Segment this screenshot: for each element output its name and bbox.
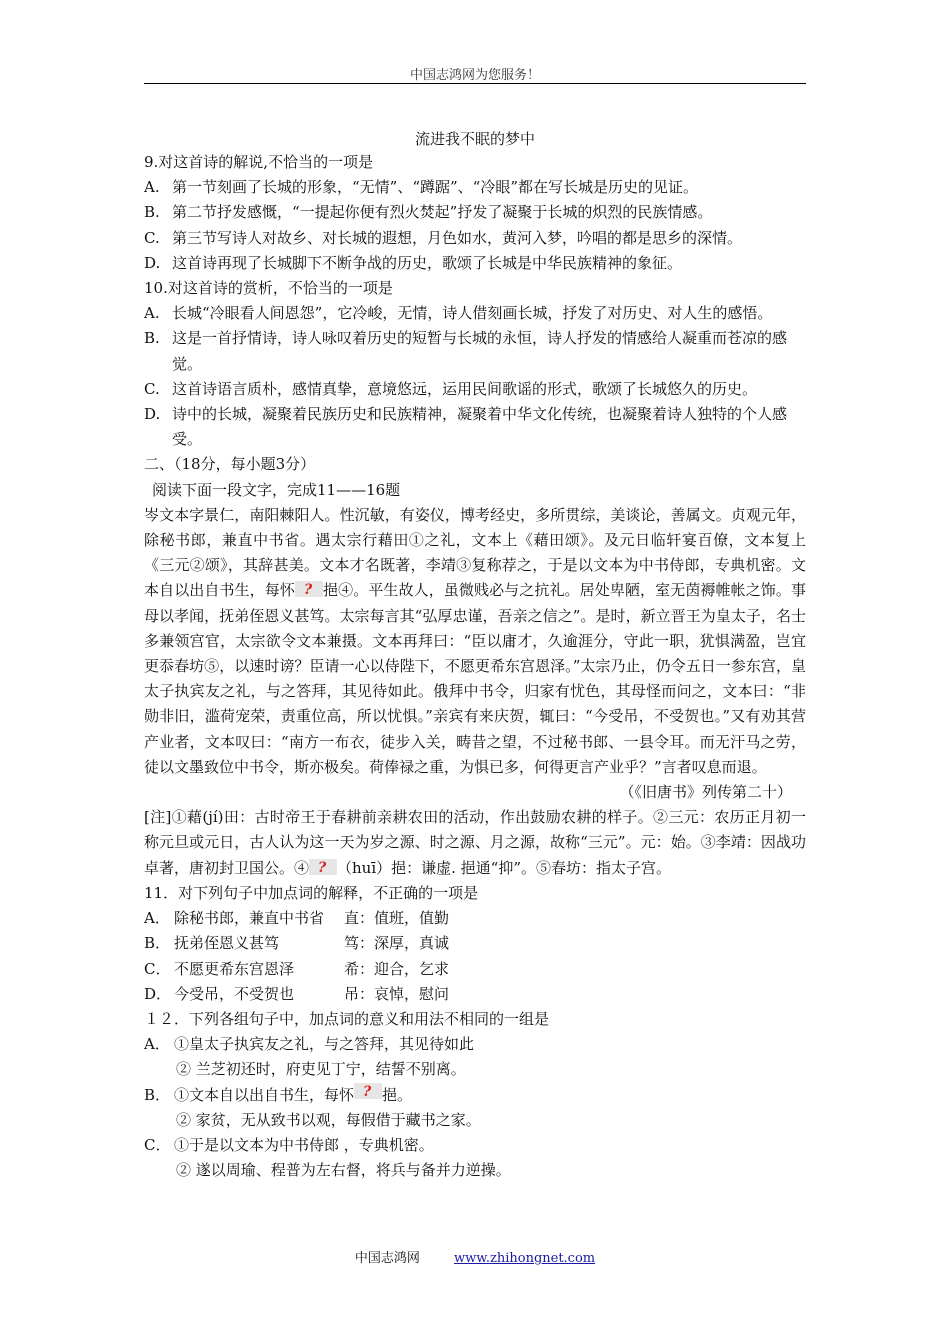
- header-divider: [144, 83, 806, 84]
- q11-option-a: A． 除秘书郎，兼直中书省 直：值班，值勤: [144, 909, 450, 928]
- q12-option-c-s2: ② 遂以周瑜、程普为左右督，将兵与备并力逆操。: [176, 1161, 511, 1180]
- q9-option-c: C. 第三节写诗人对故乡、对长城的遐想，月色如水，黄河入梦，吟唱的都是思乡的深情。: [144, 228, 743, 247]
- missing-glyph-icon: [295, 581, 323, 597]
- page-footer: [144, 1247, 806, 1266]
- page-header: 中国志鸿网为您服务！: [409, 68, 540, 83]
- q10-stem: 10.对这首诗的赏析，不恰当的一项是: [144, 279, 393, 298]
- missing-glyph-icon: [354, 1083, 382, 1099]
- q9-stem: 9.对这首诗的解说,不恰当的一项是: [144, 153, 374, 171]
- footer-url-link[interactable]: www.zhihongnet.com: [454, 1251, 596, 1266]
- footer-site-name: 中国志鸿网: [354, 1251, 420, 1266]
- q12-option-a-s2: ② 兰芝初还时，府吏见丁宁，结誓不别离。: [176, 1060, 466, 1079]
- document-body: [144, 150, 806, 1183]
- passage-source: （《旧唐书》列传第二十）: [619, 783, 792, 802]
- classical-passage: 岑文本字景仁，南阳棘阳人。性沉敏，有姿仪，博考经史，多所贯综，美谈论，善属文。贞观元年，除秘书郎，兼直中书省。遇太宗行藉田①之礼，文本上《藉田颂》。及元日临轩宴百僚，文本复上《三元②颂》，其辞甚美。文本才名既著，李靖③复称荐之，于是以文本为中书侍郎，专典机密。文本自以出自书生，每怀? 挹④。平生故人，虽微贱必与之抗礼。居处卑陋，室无茵褥帷帐之饰。事母以孝闻，抚弟侄恩义甚笃。太宗每言其“弘厚忠谨，吾亲之信之”。是时，新立晋王为皇太子，名士多兼领宫官，太宗欲令文本兼摄。文本再拜曰：“臣以庸才，久逾涯分，守此一职，犹惧满盈，岂宜更忝春坊⑤，以速时谤？臣请一心以侍陛下，不愿更希东宫恩泽。”太宗乃止，仍令五日一参东宫，皇太子执宾友之礼，与之答拜，其见待如此。俄拜中书令，归家有忧色，其母怪而问之，文本曰：“非勋非旧，滥荷宠荣，责重位高，所以忧惧。”亲宾有来庆贺，辄曰：“今受吊，不受贺也。”又有劝其营产业者，文本叹曰：“南方一布衣，徒步入关，畴昔之望，不过秘书郎、一县令耳。而无汗马之劳，徒以文墨致位中书令，斯亦极矣。荷俸禄之重，为惧已多，何得更言产业乎？”言者叹息而退。: [144, 503, 806, 780]
- q11-option-b: B． 抚弟侄恩义甚笃 笃：深厚，真诚: [144, 934, 450, 953]
- q10-option-b: B. 这是一首抒情诗，诗人咏叹着历史的短暂与长城的永恒，诗人抒发的情感给人凝重而苍凉的感觉。: [144, 329, 788, 373]
- missing-glyph-icon: [309, 859, 337, 875]
- q12-stem: １２．下列各组句子中，加点词的意义和用法不相同的一组是: [144, 1009, 550, 1028]
- q11-stem: 11．对下列句子中加点词的解释，不正确的一项是: [144, 883, 479, 902]
- q10-option-c: C. 这首诗语言质朴，感情真挚，意境悠远，运用民间歌谣的形式，歌颂了长城悠久的历史。: [144, 379, 758, 398]
- q12-option-c: C． ①于是以文本为中书侍郎 ，专典机密。: [144, 1135, 434, 1154]
- q11-option-d: D． 今受吊，不受贺也 吊：哀悼，慰问: [144, 984, 450, 1003]
- q12-option-b-s2: ② 家贫，无从致书以观，每假借于藏书之家。: [176, 1110, 481, 1129]
- q9-option-a: A. 第一节刻画了长城的形象，“无情”、“蹲踞”、“冷眼”都在写长城是历史的见证。: [144, 178, 699, 197]
- q11-option-c: C． 不愿更希东宫恩泽 希：迎合，乞求: [144, 959, 450, 978]
- q9-option-d: D. 这首诗再现了长城脚下不断争战的历史，歌颂了长城是中华民族精神的象征。: [144, 253, 683, 272]
- q10-option-a: A. 长城“冷眼看人间恩怨”，它冷峻，无情，诗人借刻画长城，抒发了对历史、对人生的感悟。: [144, 304, 773, 323]
- section2-instruction: 阅读下面一段文字，完成11——16题: [152, 480, 401, 499]
- q10-option-d: D. 诗中的长城，凝聚着民族历史和民族精神，凝聚着中华文化传统，也凝聚着诗人独特的个人感受。: [144, 405, 788, 449]
- q12-option-b: B． ①文本自以出自书生，每怀 ? 挹。: [144, 1083, 806, 1108]
- section2-heading: 二、（18分，每小题3分）: [144, 455, 316, 474]
- q12-option-a: A． ①皇太子执宾友之礼，与之答拜，其见待如此: [144, 1035, 475, 1054]
- passage-notes: [注]①藉(jí)田：古时帝王于春耕前亲耕农田的活动，作出鼓励农耕的样子。②三元：农历正月初一称元旦或元日，古人认为这一天为岁之源、时之源、月之源，故称“三元”。元：始。③李靖：因战功卓著，唐初封卫国公。④? （huī）挹：谦虚. 挹通“抑”。⑤春坊：指太子宫。: [144, 805, 806, 881]
- q9-option-b: B. 第二节抒发感慨，“一提起你便有烈火焚起”抒发了凝聚于长城的炽烈的民族情感。: [144, 203, 713, 222]
- poem-title: 流进我不眠的梦中: [414, 130, 535, 148]
